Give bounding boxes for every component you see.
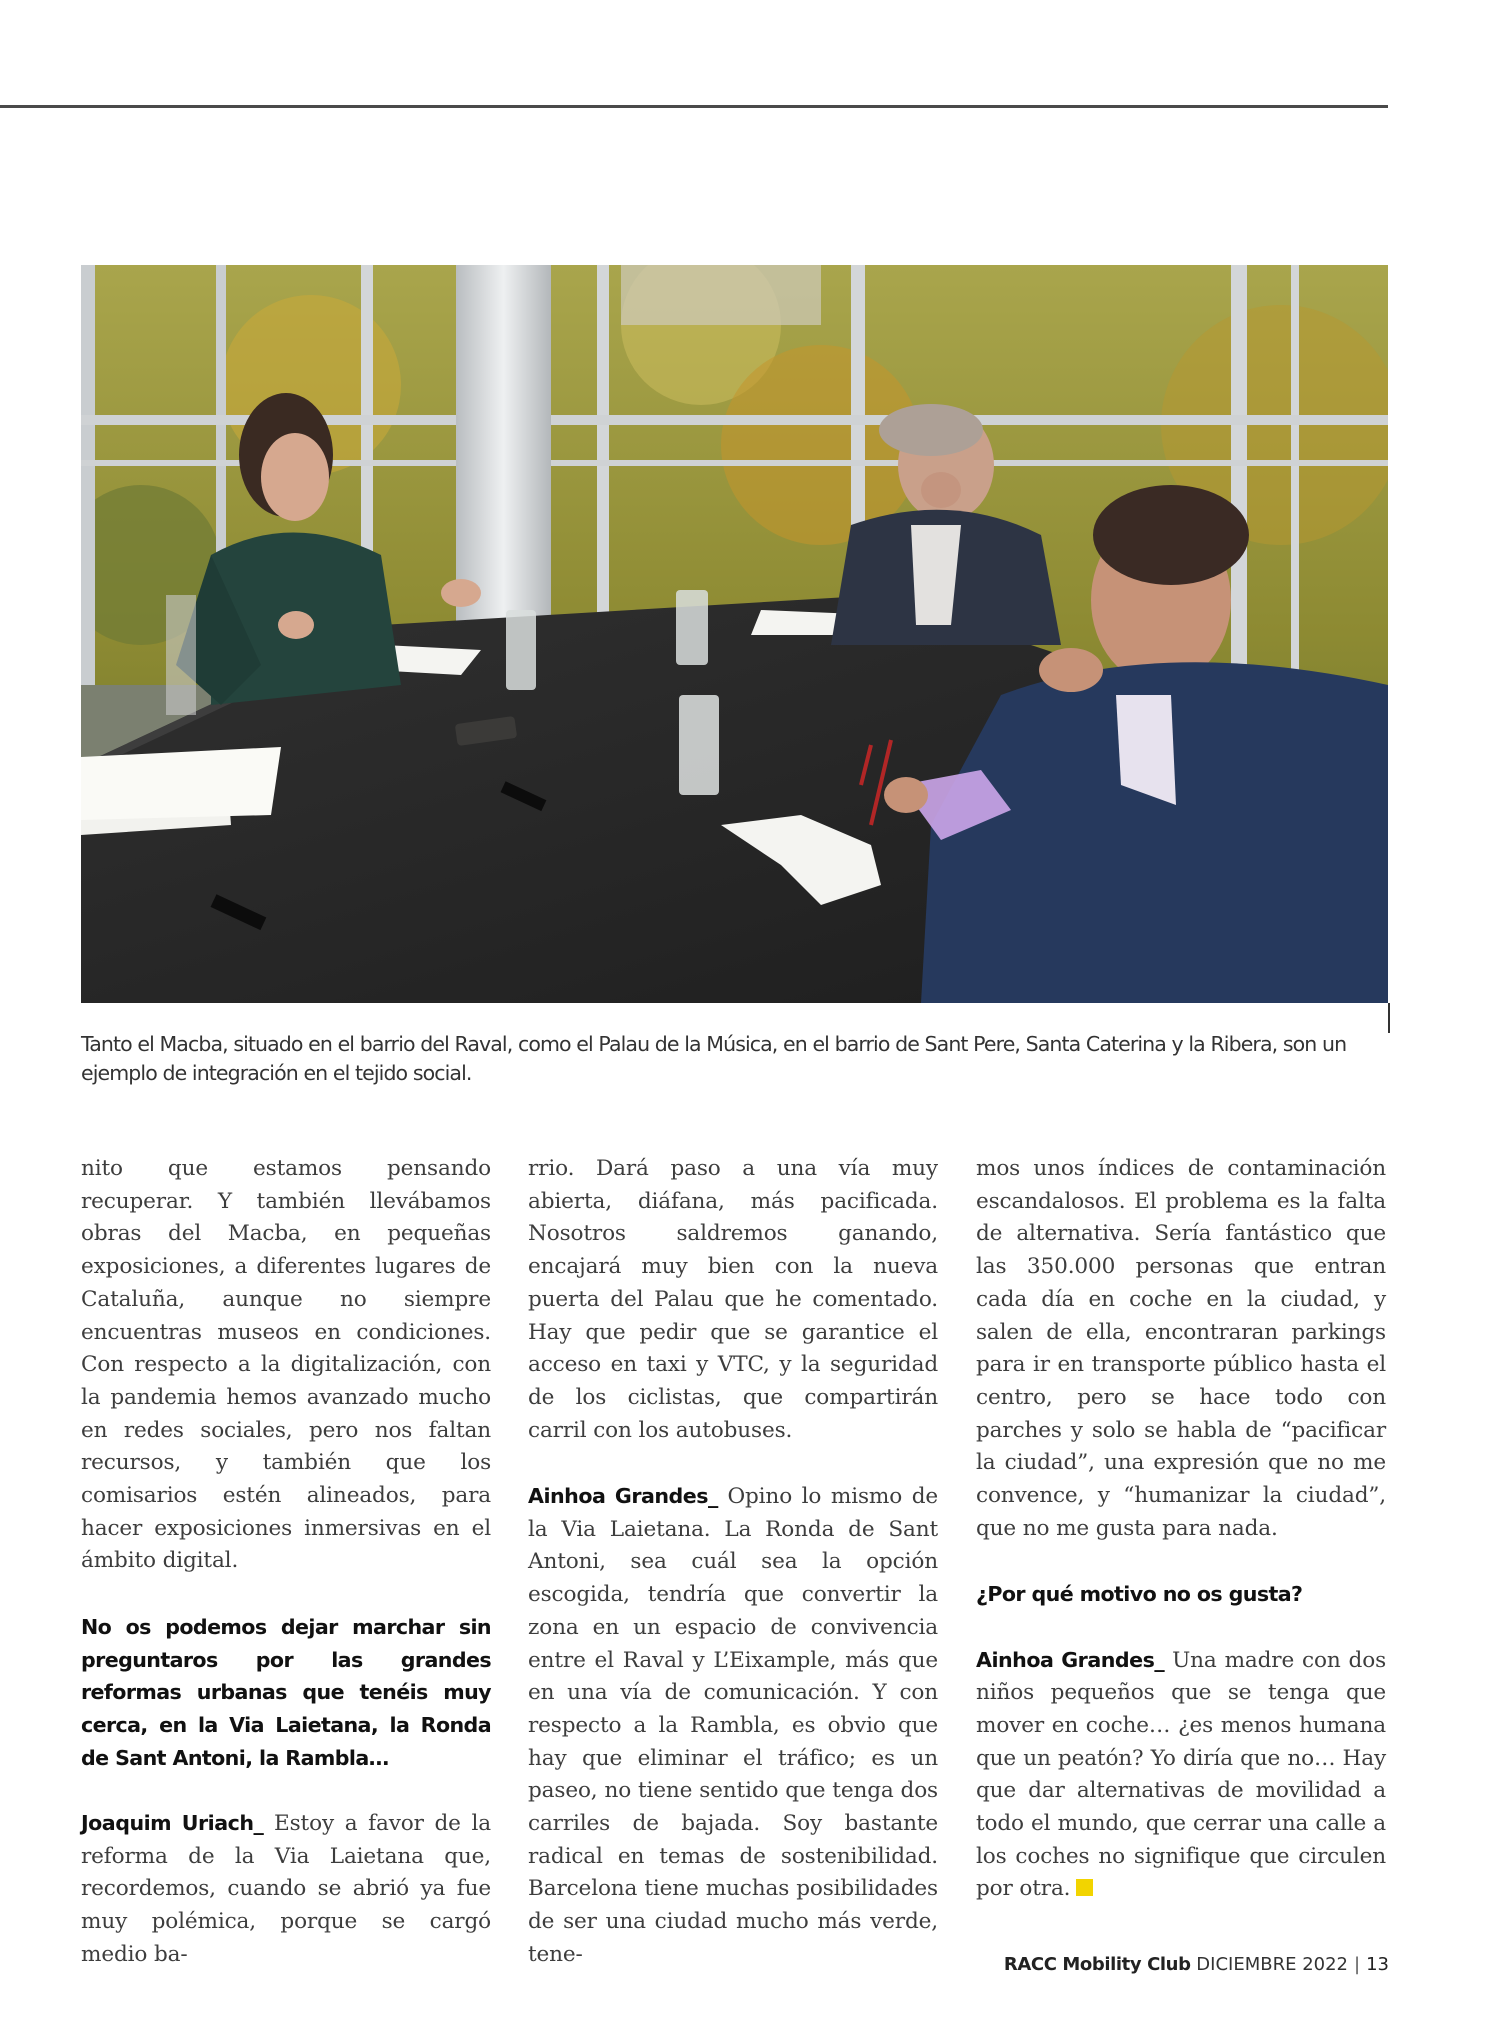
page-number: 13 xyxy=(1366,1954,1389,1975)
top-rule xyxy=(0,105,1388,108)
interview-answer xyxy=(81,1807,491,1972)
answer-text: Una madre con dos niños pequeños que se tenga que mover en coche… ¿es menos humana que un peatón? Yo diría que no… Hay que dar alternativas de movilidad a todo el mundo, que cerrar una calle a los coches no signifique que circulen por otra. xyxy=(976,1647,1386,1902)
paragraph: mos unos índices de contaminación escandalosos. El problema es la falta de alternativa. Sería fantástico que las 350.000 personas que entran cada día en coche en la ciudad, y salen de ella, encontraran parkings para ir en transporte público hasta el centro, pero se hace todo con parches y solo se habla de “pacificar la ciudad”, una expresión que no me convence, y “humanizar la ciudad”, que no me gusta para nada. xyxy=(976,1156,1386,1541)
interview-answer xyxy=(528,1480,938,1972)
footer-separator: | xyxy=(1354,1954,1361,1975)
answer-text: Estoy a favor de la reforma de la Via Laietana que, recordemos, cuando se abrió ya fue muy polémica, porque se cargó medio ba- xyxy=(81,1811,491,1967)
meeting-photo xyxy=(81,265,1388,1003)
speaker-name: Joaquim Uriach_ xyxy=(81,1811,264,1836)
paragraph: nito que estamos pensando recuperar. Y también llevábamos obras del Macba, en pequeñas exposiciones, a diferentes lugares de Cataluña, aunque no siempre encuentras museos en condiciones. Con respecto a la digitalización, con la pandemia hemos avanzado mucho en redes sociales, pero nos faltan recursos, y también que los comisarios estén alineados, para hacer exposiciones inmersivas en el ámbito digital. xyxy=(81,1156,491,1574)
speaker-name: Ainhoa Grandes_ xyxy=(528,1484,718,1509)
answer-text: Opino lo mismo de la Via Laietana. La Ronda de Sant Antoni, sea cuál sea la opción escogida, tendría que convertir la zona en un espacio de convivencia entre el Raval y L’Eixample, más que en una vía de comunicación. Y con respecto a la Rambla, es obvio que hay que eliminar el tráfico; es un paseo, no tiene sentido que tenga dos carriles de bajada. Soy bastante radical en temas de sostenibilidad. Barcelona tiene muchas posibilidades de ser una ciudad mucho más verde, tene- xyxy=(528,1484,938,1967)
interview-question: ¿Por qué motivo no os gusta? xyxy=(976,1582,1303,1607)
paragraph: rrio. Dará paso a una vía muy abierta, diáfana, más pacificada. Nosotros saldremos ganando, encajará muy bien con la nueva puerta del Palau que he comentado. Hay que pedir que se garantice el acceso en taxi y VTC, y la seguridad de los ciclistas, que compartirán carril con los autobuses. xyxy=(528,1156,938,1443)
text-column-2 xyxy=(528,1153,938,2004)
text-column-1 xyxy=(81,1153,491,2004)
photo-caption: Tanto el Macba, situado en el barrio del Raval, como el Palau de la Música, en el barrio de Sant Pere, Santa Caterina y la Ribera, son un ejemplo de integración en el tejido social. xyxy=(81,1032,1347,1085)
magazine-brand: RACC Mobility Club xyxy=(1003,1954,1191,1975)
photo-edge-rule xyxy=(1388,1003,1390,1033)
interview-answer xyxy=(976,1644,1386,1907)
article-end-square-icon xyxy=(1076,1879,1093,1896)
interview-question: No os podemos dejar marchar sin preguntaros por las grandes reformas urbanas que tenéis muy cerca, en la Via Laietana, la Ronda de Sant Antoni, la Rambla… xyxy=(81,1614,491,1770)
text-column-3 xyxy=(976,1153,1386,1939)
page-footer xyxy=(1004,1954,1389,1975)
issue-date: DICIEMBRE 2022 xyxy=(1196,1954,1349,1975)
speaker-name: Ainhoa Grandes_ xyxy=(976,1647,1165,1672)
